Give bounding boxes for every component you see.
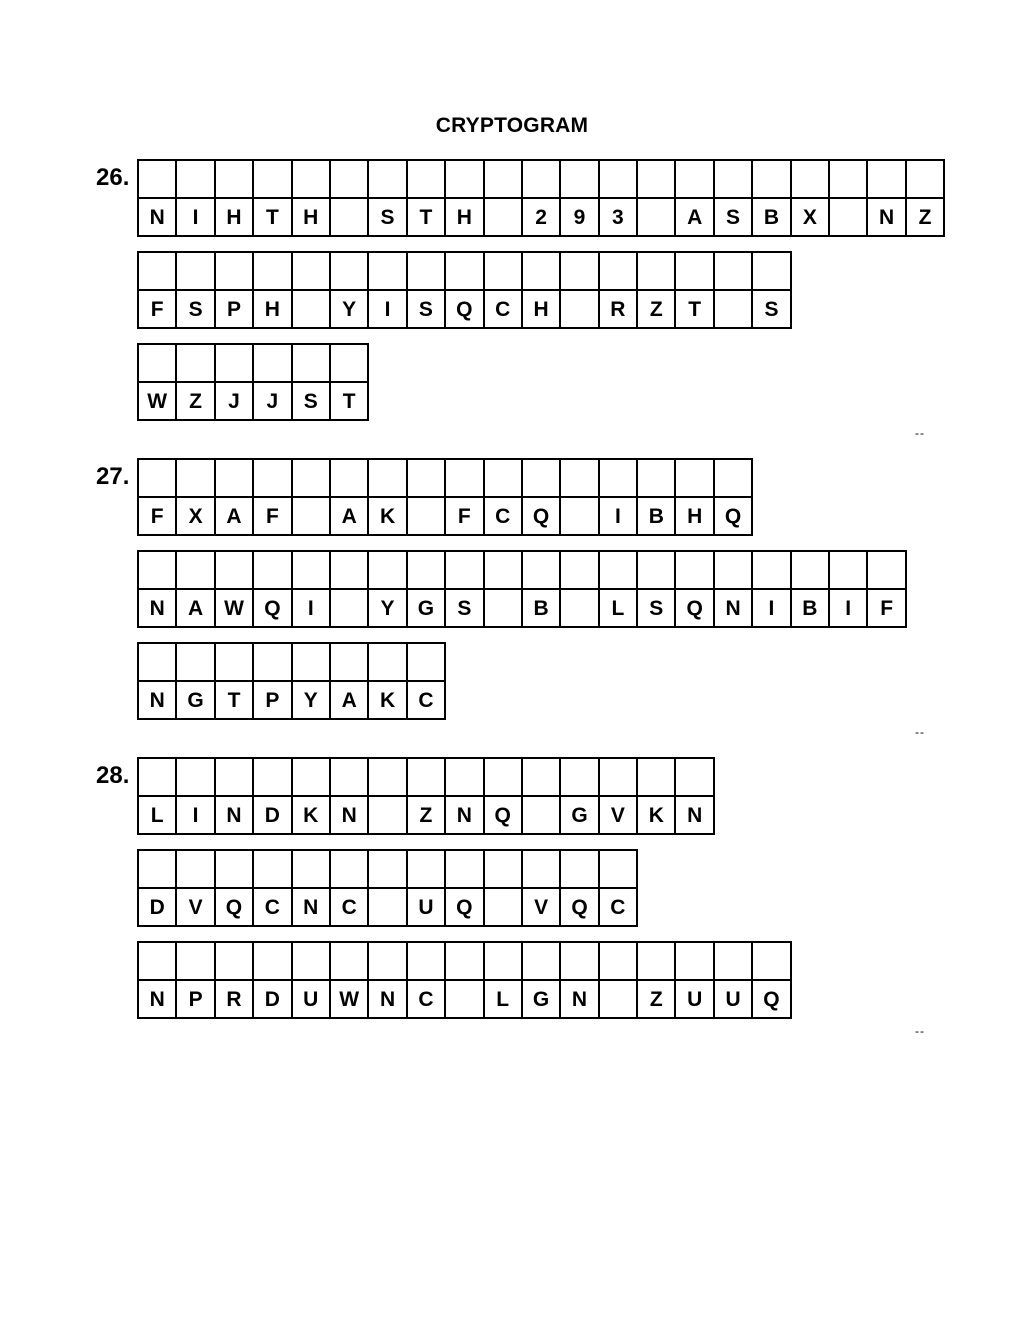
letter-box[interactable] (175, 251, 215, 329)
cipher-letter: T (419, 206, 433, 229)
letter-box[interactable] (291, 343, 331, 421)
letter-box[interactable] (598, 849, 638, 927)
cipher-letter: H (687, 505, 703, 528)
cipher-letter: N (149, 597, 165, 620)
cipher-letter: F (150, 298, 164, 321)
cipher-letter: Q (225, 896, 243, 919)
cipher-letter: J (266, 390, 279, 413)
letter-box[interactable] (175, 941, 215, 1019)
cipher-letter: N (456, 804, 472, 827)
cipher-letter (523, 799, 559, 833)
letter-box[interactable] (291, 941, 331, 1019)
letter-box[interactable] (674, 159, 714, 237)
letter-box[interactable] (175, 550, 215, 628)
puzzle-row (137, 757, 715, 835)
letter-box[interactable] (636, 251, 676, 329)
letter-box[interactable] (713, 550, 753, 628)
letter-box[interactable] (252, 343, 292, 421)
letter-box[interactable] (291, 757, 331, 835)
letter-box[interactable] (636, 550, 676, 628)
cipher-letter: D (264, 804, 280, 827)
cipher-letter: V (534, 896, 549, 919)
letter-box[interactable] (406, 642, 446, 720)
cipher-letter: Q (571, 896, 588, 919)
letter-box[interactable] (751, 941, 791, 1019)
cipher-letter: S (188, 298, 203, 321)
letter-box[interactable] (636, 757, 676, 835)
letter-box[interactable] (866, 159, 906, 237)
cipher-letter (331, 201, 367, 235)
cipher-letter: P (265, 689, 280, 712)
letter-box[interactable] (175, 642, 215, 720)
cipher-letter: 3 (612, 206, 624, 229)
letter-box[interactable] (367, 757, 407, 835)
cipher-letter: S (726, 206, 741, 229)
letter-box[interactable] (483, 757, 523, 835)
puzzle-number: 27. (96, 463, 130, 490)
letter-box[interactable] (252, 941, 292, 1019)
letter-box[interactable] (406, 458, 446, 536)
cipher-letter: C (495, 505, 511, 528)
letter-box[interactable] (367, 550, 407, 628)
letter-box[interactable] (713, 941, 753, 1019)
cipher-letter (600, 983, 636, 1017)
cipher-letter: V (610, 804, 625, 827)
cipher-letter: S (457, 597, 472, 620)
cipher-letter (485, 891, 521, 925)
answer-dash: -- (915, 426, 925, 440)
cipher-letter: W (147, 390, 168, 413)
cipher-letter (369, 891, 405, 925)
letter-box[interactable] (751, 159, 791, 237)
letter-box[interactable] (137, 343, 177, 421)
letter-box[interactable] (367, 251, 407, 329)
cipher-letter: Q (456, 298, 473, 321)
cipher-letter (561, 500, 597, 534)
letter-box[interactable] (137, 849, 177, 927)
cipher-letter: C (610, 896, 626, 919)
letter-box[interactable] (674, 458, 714, 536)
cipher-letter: P (226, 298, 241, 321)
cipher-letter: A (687, 206, 703, 229)
letter-box[interactable] (559, 550, 599, 628)
letter-box[interactable] (559, 251, 599, 329)
cipher-letter: I (192, 206, 199, 229)
letter-box[interactable] (521, 757, 561, 835)
cipher-letter: B (648, 505, 664, 528)
cipher-letter: U (303, 988, 319, 1011)
puzzle-row (137, 251, 792, 329)
cipher-letter: T (227, 689, 241, 712)
letter-box[interactable] (444, 550, 484, 628)
cipher-letter: C (418, 689, 434, 712)
letter-box[interactable] (214, 941, 254, 1019)
letter-box[interactable] (252, 159, 292, 237)
cipher-letter: N (687, 804, 703, 827)
letter-box[interactable] (444, 757, 484, 835)
cipher-letter (408, 500, 444, 534)
cipher-letter: V (188, 896, 203, 919)
cipher-letter: X (802, 206, 817, 229)
cipher-letter: F (265, 505, 279, 528)
cipher-letter: F (880, 597, 894, 620)
cipher-letter: N (725, 597, 741, 620)
letter-box[interactable] (713, 251, 753, 329)
letter-box[interactable] (214, 251, 254, 329)
cipher-letter: B (533, 597, 549, 620)
cipher-letter: Y (380, 597, 395, 620)
letter-box[interactable] (175, 757, 215, 835)
letter-box[interactable] (521, 458, 561, 536)
cipher-letter: U (418, 896, 434, 919)
letter-box[interactable] (291, 159, 331, 237)
cipher-letter: Z (419, 804, 433, 827)
puzzle-row (137, 642, 446, 720)
cipher-letter: S (380, 206, 395, 229)
letter-box[interactable] (329, 642, 369, 720)
letter-box[interactable] (444, 251, 484, 329)
cipher-letter: Q (763, 988, 780, 1011)
letter-box[interactable] (252, 251, 292, 329)
letter-box[interactable] (329, 251, 369, 329)
letter-box[interactable] (367, 849, 407, 927)
letter-box[interactable] (214, 757, 254, 835)
letter-box[interactable] (866, 550, 906, 628)
letter-box[interactable] (828, 159, 868, 237)
letter-box[interactable] (598, 757, 638, 835)
letter-box[interactable] (214, 849, 254, 927)
letter-box[interactable] (674, 941, 714, 1019)
cipher-letter: Z (189, 390, 202, 413)
letter-box[interactable] (291, 251, 331, 329)
letter-box[interactable] (137, 757, 177, 835)
letter-box[interactable] (367, 458, 407, 536)
puzzle-number: 26. (96, 164, 130, 191)
cipher-letter: N (379, 988, 396, 1011)
letter-box[interactable] (137, 941, 177, 1019)
cipher-letter: G (187, 689, 204, 712)
cipher-letter: U (725, 988, 741, 1011)
letter-box[interactable] (521, 159, 561, 237)
letter-box[interactable] (406, 251, 446, 329)
cipher-letter: H (264, 298, 280, 321)
letter-box[interactable] (137, 642, 177, 720)
cipher-letter: X (188, 505, 203, 528)
letter-box[interactable] (329, 458, 369, 536)
cipher-letter: L (150, 804, 164, 827)
cipher-letter: Z (649, 988, 663, 1011)
cipher-letter: N (226, 804, 242, 827)
letter-box[interactable] (636, 941, 676, 1019)
cipher-letter: S (303, 390, 318, 413)
cipher-letter: I (845, 597, 852, 620)
cipher-letter: T (265, 206, 279, 229)
letter-box[interactable] (636, 458, 676, 536)
letter-box[interactable] (137, 550, 177, 628)
letter-box[interactable] (175, 849, 215, 927)
puzzle-row (137, 550, 907, 628)
letter-box[interactable] (367, 941, 407, 1019)
letter-box[interactable] (483, 849, 523, 927)
letter-box[interactable] (559, 757, 599, 835)
letter-box[interactable] (175, 458, 215, 536)
cipher-letter: Y (303, 689, 318, 712)
cipher-letter: N (879, 206, 895, 229)
cipher-letter: C (341, 896, 357, 919)
cipher-letter: I (307, 597, 314, 620)
answer-dash: -- (915, 725, 925, 739)
cipher-letter (485, 201, 521, 235)
letter-box[interactable] (329, 941, 369, 1019)
cipher-letter (331, 592, 367, 626)
letter-box[interactable] (252, 849, 292, 927)
cipher-letter (830, 201, 866, 235)
letter-box[interactable] (137, 251, 177, 329)
letter-box[interactable] (483, 941, 523, 1019)
letter-box[interactable] (367, 159, 407, 237)
letter-box[interactable] (214, 642, 254, 720)
cipher-letter: N (303, 896, 319, 919)
letter-box[interactable] (559, 159, 599, 237)
cipher-letter: Q (532, 505, 550, 528)
letter-box[interactable] (137, 159, 177, 237)
letter-box[interactable] (521, 941, 561, 1019)
answer-dash: -- (915, 1024, 925, 1038)
letter-box[interactable] (598, 159, 638, 237)
letter-box[interactable] (444, 159, 484, 237)
cipher-letter: Z (918, 206, 932, 229)
letter-box[interactable] (598, 251, 638, 329)
cipher-letter: R (226, 988, 242, 1011)
cipher-letter: F (150, 505, 164, 528)
letter-box[interactable] (214, 550, 254, 628)
letter-box[interactable] (291, 550, 331, 628)
cipher-letter: J (228, 390, 240, 413)
cipher-letter: S (649, 597, 664, 620)
cipher-letter: T (688, 298, 702, 321)
letter-box[interactable] (483, 458, 523, 536)
cipher-letter: A (188, 597, 204, 620)
cipher-letter: N (571, 988, 588, 1011)
cipher-letter: N (149, 988, 165, 1011)
puzzle-row (137, 458, 753, 536)
letter-box[interactable] (444, 458, 484, 536)
cipher-letter: 9 (573, 206, 586, 229)
letter-box[interactable] (329, 849, 369, 927)
cipher-letter: T (342, 390, 356, 413)
cipher-letter: S (418, 298, 433, 321)
cipher-letter (369, 799, 405, 833)
cipher-letter: C (264, 896, 280, 919)
cipher-letter: P (188, 988, 203, 1011)
letter-box[interactable] (214, 458, 254, 536)
cipher-letter: K (379, 505, 396, 528)
letter-box[interactable] (521, 550, 561, 628)
letter-box[interactable] (406, 941, 446, 1019)
cipher-letter: H (226, 206, 242, 229)
letter-box[interactable] (483, 251, 523, 329)
letter-box[interactable] (329, 159, 369, 237)
letter-box[interactable] (713, 458, 753, 536)
cipher-letter: D (149, 896, 165, 919)
cipher-letter: K (379, 689, 396, 712)
cipher-letter: D (264, 988, 280, 1011)
cipher-letter: S (764, 298, 779, 321)
letter-box[interactable] (444, 849, 484, 927)
cipher-letter: I (384, 298, 391, 321)
cipher-letter: H (456, 206, 472, 229)
letter-box[interactable] (291, 642, 331, 720)
letter-box[interactable] (483, 550, 523, 628)
page-title: CRYPTOGRAM (435, 114, 589, 137)
letter-box[interactable] (559, 941, 599, 1019)
letter-box[interactable] (367, 642, 407, 720)
puzzle-row (137, 343, 369, 421)
letter-box[interactable] (252, 642, 292, 720)
cipher-letter: A (226, 505, 242, 528)
letter-box[interactable] (521, 849, 561, 927)
letter-box[interactable] (291, 849, 331, 927)
cipher-letter: C (418, 988, 434, 1011)
letter-box[interactable] (483, 159, 523, 237)
cipher-letter (293, 500, 329, 534)
cipher-letter: L (611, 597, 625, 620)
letter-box[interactable] (406, 159, 446, 237)
cipher-letter (638, 201, 674, 235)
letter-box[interactable] (214, 159, 254, 237)
letter-box[interactable] (291, 458, 331, 536)
letter-box[interactable] (175, 159, 215, 237)
cipher-letter: N (149, 206, 165, 229)
cipher-letter: Y (342, 298, 357, 321)
cipher-letter: C (495, 298, 511, 321)
cipher-letter: H (303, 206, 319, 229)
letter-box[interactable] (175, 343, 215, 421)
cipher-letter: N (341, 804, 357, 827)
cipher-letter (561, 592, 597, 626)
letter-box[interactable] (674, 251, 714, 329)
cipher-letter: 2 (535, 206, 547, 229)
puzzle-row (137, 941, 792, 1019)
letter-box[interactable] (713, 159, 753, 237)
cipher-letter: U (687, 988, 703, 1011)
puzzle-row (137, 849, 638, 927)
cipher-letter (561, 293, 597, 327)
letter-box[interactable] (444, 941, 484, 1019)
cipher-letter (715, 293, 751, 327)
letter-box[interactable] (751, 251, 791, 329)
letter-box[interactable] (598, 941, 638, 1019)
cipher-letter: B (763, 206, 780, 229)
letter-box[interactable] (406, 849, 446, 927)
cipher-letter: G (532, 988, 550, 1011)
cipher-letter: I (614, 505, 621, 528)
cipher-letter: L (496, 988, 510, 1011)
letter-box[interactable] (329, 343, 369, 421)
letter-box[interactable] (790, 550, 830, 628)
letter-box[interactable] (559, 849, 599, 927)
letter-box[interactable] (790, 159, 830, 237)
cipher-letter: K (303, 804, 319, 827)
letter-box[interactable] (674, 757, 714, 835)
cipher-letter: Q (686, 597, 703, 620)
letter-box[interactable] (521, 251, 561, 329)
letter-box[interactable] (598, 458, 638, 536)
cipher-letter: Q (456, 896, 473, 919)
cipher-letter: G (571, 804, 588, 827)
cipher-letter: F (457, 505, 471, 528)
letter-box[interactable] (598, 550, 638, 628)
letter-box[interactable] (751, 550, 791, 628)
cipher-letter: N (149, 689, 165, 712)
cipher-letter: G (417, 597, 435, 620)
letter-box[interactable] (406, 550, 446, 628)
letter-box[interactable] (674, 550, 714, 628)
cipher-letter: A (341, 689, 357, 712)
cipher-letter (446, 983, 482, 1017)
cipher-letter: Q (264, 597, 281, 620)
letter-box[interactable] (329, 550, 369, 628)
letter-box[interactable] (905, 159, 945, 237)
letter-box[interactable] (559, 458, 599, 536)
letter-box[interactable] (252, 550, 292, 628)
cipher-letter: Q (724, 505, 742, 528)
cipher-letter: R (610, 298, 626, 321)
cipher-letter: Z (649, 298, 663, 321)
letter-box[interactable] (636, 159, 676, 237)
letter-box[interactable] (252, 458, 292, 536)
cipher-letter: A (341, 505, 357, 528)
cipher-letter (293, 293, 329, 327)
cipher-letter (485, 592, 521, 626)
puzzle-number: 28. (96, 762, 130, 789)
cipher-letter: H (533, 298, 549, 321)
letter-box[interactable] (137, 458, 177, 536)
puzzle-row (137, 159, 945, 237)
cipher-letter: I (192, 804, 199, 827)
letter-box[interactable] (214, 343, 254, 421)
letter-box[interactable] (329, 757, 369, 835)
cipher-letter: K (648, 804, 664, 827)
cipher-letter: W (224, 597, 244, 620)
letter-box[interactable] (828, 550, 868, 628)
cipher-letter: B (802, 597, 818, 620)
cipher-letter: W (339, 988, 360, 1011)
letter-box[interactable] (406, 757, 446, 835)
letter-box[interactable] (252, 757, 292, 835)
cipher-letter: Q (494, 804, 511, 827)
cipher-letter: I (768, 597, 775, 620)
